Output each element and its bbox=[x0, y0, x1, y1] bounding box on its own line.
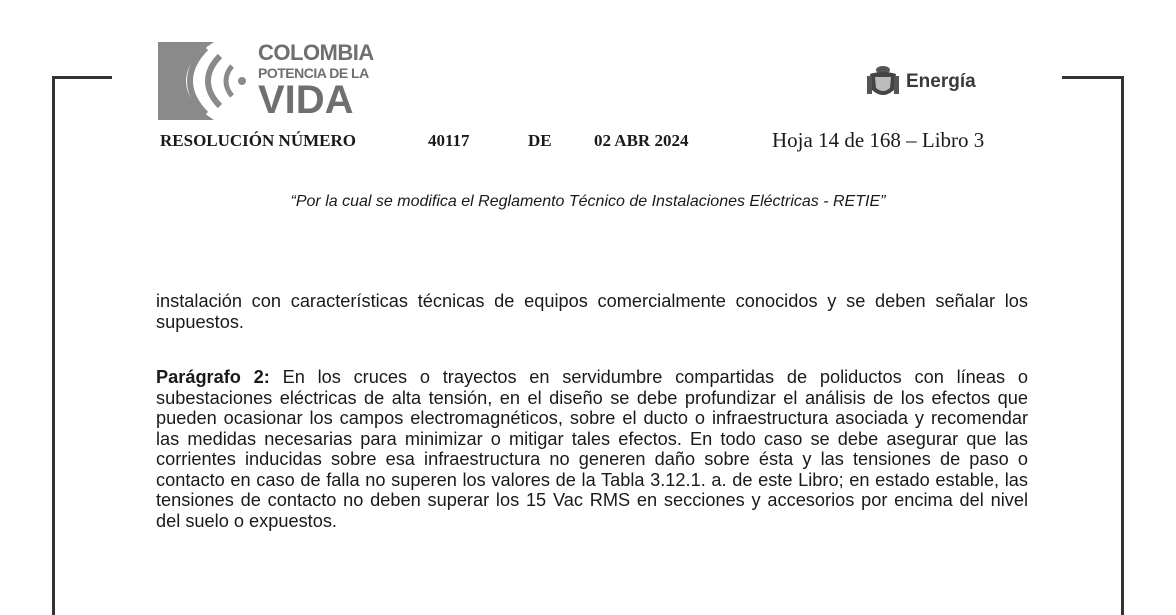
paragraph-2-text: En los cruces o trayectos en servidumbre compartidas de poliductos con líneas o subestaciones eléctricas de alta tensión, en el diseño se debe profundizar el análisis de los efectos que pueden ocasionar los campos electromagnéticos, sobre el ducto o infraestructura asociada y recomendar las medidas necesarias para minimizar o mitigar tales efectos. En todo caso se debe asegurar que las corrientes inducidas sobre esa infraestructura no generen daño sobre ésta y las tensiones de paso o contacto en caso de falla no superen los valores de la Tabla 3.12.1. a. de este Libro; en estado estable, las tensiones de contacto no deben superar los 15 Vac RMS en secciones y accesorios por encima del nivel del suelo o expuestos. bbox=[156, 367, 1028, 531]
document-subtitle: “Por la cual se modifica el Reglamento Técnico de Instalaciones Eléctricas - RETIE” bbox=[290, 193, 886, 210]
resolution-number: 40117 bbox=[428, 131, 470, 150]
resolution-date: 02 ABR 2024 bbox=[594, 131, 689, 150]
logo-line-3: VIDA bbox=[258, 78, 354, 122]
resolution-header bbox=[160, 128, 1020, 154]
resolution-de: DE bbox=[528, 131, 552, 150]
logo-line-2: POTENCIA DE LA bbox=[258, 65, 369, 81]
logo-line-1: COLOMBIA bbox=[258, 40, 374, 65]
frame-line-right-vertical bbox=[1121, 76, 1124, 615]
paragraph-1: instalación con características técnicas de equipos comercialmente conocidos y se deben señalar los supuestos. bbox=[156, 291, 1028, 332]
resolution-label: RESOLUCIÓN NÚMERO bbox=[160, 131, 356, 150]
frame-line-left-vertical bbox=[52, 76, 55, 615]
page-indicator: Hoja 14 de 168 – Libro 3 bbox=[772, 128, 985, 152]
ministry-name: Energía bbox=[906, 71, 976, 92]
frame-line-right-top bbox=[1062, 76, 1124, 79]
ministry-brand bbox=[866, 64, 976, 100]
frame-line-left-top bbox=[52, 76, 112, 79]
paragraph-2-label: Parágrafo 2: bbox=[156, 367, 270, 387]
logo-wordmark bbox=[258, 42, 374, 120]
coat-of-arms-icon bbox=[866, 64, 900, 100]
paragraph-2 bbox=[156, 367, 1028, 531]
